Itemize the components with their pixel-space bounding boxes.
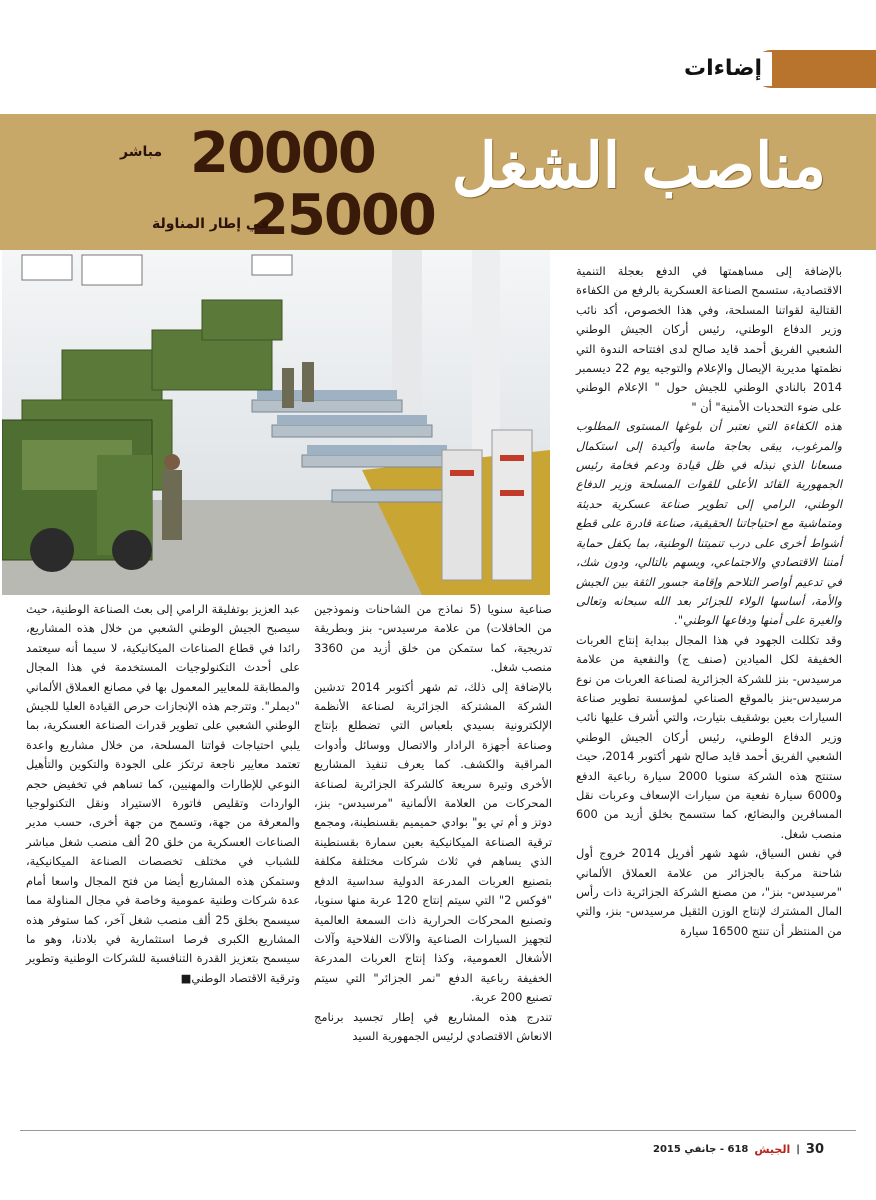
magazine-brand: الجيش [754,1143,791,1156]
body-column-right [576,262,842,941]
factory-photo [2,250,550,595]
page-number: 30 [805,1142,824,1157]
section-label: إضاءات [674,52,772,86]
paragraph: بالإضافة إلى مساهمتها في الدفع بعجلة التنمية الاقتصادية، ستسمح الصناعة العسكرية بالرفع من الكفاءة القتالية لقواتنا المسلحة، وفي هذا الخصوص، أكد نائب وزير الدفاع الوطني، رئيس أركان الجيش الوطني الشعبي الفريق أحمد قايد صالح لدى افتتاحه الندوة التي نظمتها مديرية الإيصال والإعلام والتوجيه يوم 22 ديسمبر 2014 بالنادي الوطني للجيش حول " الإعلام الوطني على ضوء التحديات الأمنية" أن " [576,264,842,414]
footer-rule [20,1130,856,1131]
footer-separator: | [796,1144,800,1155]
subcontract-label: في إطار المناولة [152,216,270,232]
quote-paragraph: هذه الكفاءة التي نعتبر أن بلوغها المستوى المطلوب والمرغوب، يبقى بحاجة ماسة وأكيدة إلى استكمال مسعانا الذي نبذله في ظل قيادة ودعم فخامة رئيس الجمهورية القائد الأعلى للقوات المسلحة وزير الدفاع الوطني، الرامي إلى تطوير صناعة عسكرية حديثة ومتماشية مع احتياجاتنا الحقيقية، صناعة قادرة على قطع أشواط أخرى على درب تنميتنا الوطنية، بما يكفل حماية أمننا الاقتصادي والاجتماعي، ويسهم بالتالي، ودون شك، في تدعيم أواصر التلاحم وإقامة جسور الثقة بين الجيش والأمة، أساسها الولاء للجزائر بعد الله سبحانه وتعالى والغيرة على أمنها ودفاعها الوطني". [576,419,842,628]
paragraph: بالإضافة إلى ذلك، تم شهر أكتوبر 2014 تدشين الشركة المشتركة الجزائرية لصناعة الأنظمة الإلكترونية بسيدي بلعباس التي تضطلع بإنتاج وصناعة أجهزة الرادار والاتصال ووسائل وأدوات المراقبة والكشف. كما يعرف تنفيذ المشاريع الأخرى وتيرة سريعة كالشركة الجزائرية لصناعة المحركات من العلامة الألمانية "مرسيدس- بنز، دوتز و أم تي يو" بوادي حميميم بقسنطينة، ومجمع ترقية الصناعة الميكانيكية بعين سمارة بقسنطينة الذي يساهم في ثلاث شركات مختلفة مكلفة بتصنيع العربات المدرعة الدولية سداسية الدفع "فوكس 2" التي سيتم إنتاج 120 عربة منها سنويا، وتصنيع المحركات الحرارية ذات السمعة العالمية لتجهيز السيارات الصناعية والآلات الفلاحية وآلات الأشغال العمومية، وكذا إنتاج العربات المدرعة الخفيفة رباعية الدفع "نمر الجزائر" التي سيتم تصنيع 200 عربة. [314,679,552,1005]
headline-title: مناصب الشغل [451,129,826,202]
figure-subcontract: 25000 [250,183,435,248]
body-column-middle [314,600,552,1046]
body-column-left [26,600,300,988]
paragraph: صناعية سنويا (5 نماذج من الشاحنات ونموذجين من الحافلات) من علامة مرسيدس- بنز وبطريقة تدريجية، كما ستمكن من خلق أزيد من 3360 منصب شغل. [314,602,552,675]
paragraph: وقد تكللت الجهود في هذا المجال ببداية إنتاج العربات الخفيفة لكل الميادين (صنف ج) والنفعية من علامة مرسيدس- بنز للشركة الجزائرية لصناعة العربات من نوع مرسيدس-بنز بالموقع الصناعي لمؤسسة تطوير صناعة السيارات بعين بوشقيف بتيارت، والتي أشرف عليها نائب وزير الدفاع الوطني، رئيس أركان الجيش الوطني الشعبي الفريق أحمد قايد صالح شهر أكتوبر 2014، حيث ستنتج هذه الشركة سنويا 2000 سيارة رباعية الدفع و6000 سيارة نفعية من سيارات الإسعاف وعربات نقل المسافرين والبضائع، كما ستسمح بخلق أزيد من 600 منصب شغل. [576,632,842,841]
paragraph: عبد العزيز بوتفليقة الرامي إلى بعث الصناعة الوطنية، حيث سيصبح الجيش الوطني الشعبي من خلال هذه المشاريع، رائدا في قطاع الصناعات الميكانيكية، لا سيما أنه سيعتمد على أحدث التكنولوجيات المستخدمة في هذا المجال والمطابقة للمعايير المعمول بها في مصانع العملاق الألماني "ديملر". وتترجم هذه الإنجازات حرص القيادة العليا للجيش الوطني الشعبي على تطوير قدرات الصناعة العسكرية، بما يلبي احتياجات قواتنا المسلحة، من خلال مشاريع واعدة تعتمد معايير ناجعة ترتكز على الجودة والتكوين والتأهيل النوعي للإطارات والمهنيين، كما تساهم في تخفيض حجم الواردات وتقليص فاتورة الاستيراد ونقل التكنولوجيا والمعرفة من جهة، وتسمح من جهة أخرى، حسب مدير الصناعات العسكرية من خلق 20 ألف منصب شغل مباشر للشباب في مختلف تخصصات الصناعة الميكانيكية، وستمكن هذه المشاريع أيضا من فتح المجال واسعا أمام عدة شركات وطنية عمومية وخاصة في مجال المناولة مما سيسمح بخلق 25 ألف منصب شغل آخر، كما ستوفر هذه المشاريع الكبرى فرصا استثمارية في بلادنا، وهو ما سيسمح بتعزيز القدرة التنافسية للشركات الوطنية وتطوير وترقية الاقتصاد الوطني■ [25,602,301,985]
paragraph: في نفس السياق، شهد شهر أفريل 2014 خروج أول شاحنة مركبة بالجزائر من علامة العملاق الألماني "مرسيدس- بنز"، من مصنع الشركة الجزائرية ذات رأس المال المشترك لإنتاج الوزن الثقيل مرسيدس- بنز، والتي من المنتظر أن تنتج 16500 سيارة [576,846,842,938]
figure-direct: 20000 [190,121,375,186]
paragraph: تندرج هذه المشاريع في إطار تجسيد برنامج الانعاش الاقتصادي لرئيس الجمهورية السيد [314,1009,552,1043]
page-footer [653,1142,824,1157]
issue-info: 618 - جانفي 2015 [653,1144,749,1155]
direct-label: مباشر [120,144,163,160]
headline-band [0,114,876,250]
factory-illustration [2,250,550,595]
